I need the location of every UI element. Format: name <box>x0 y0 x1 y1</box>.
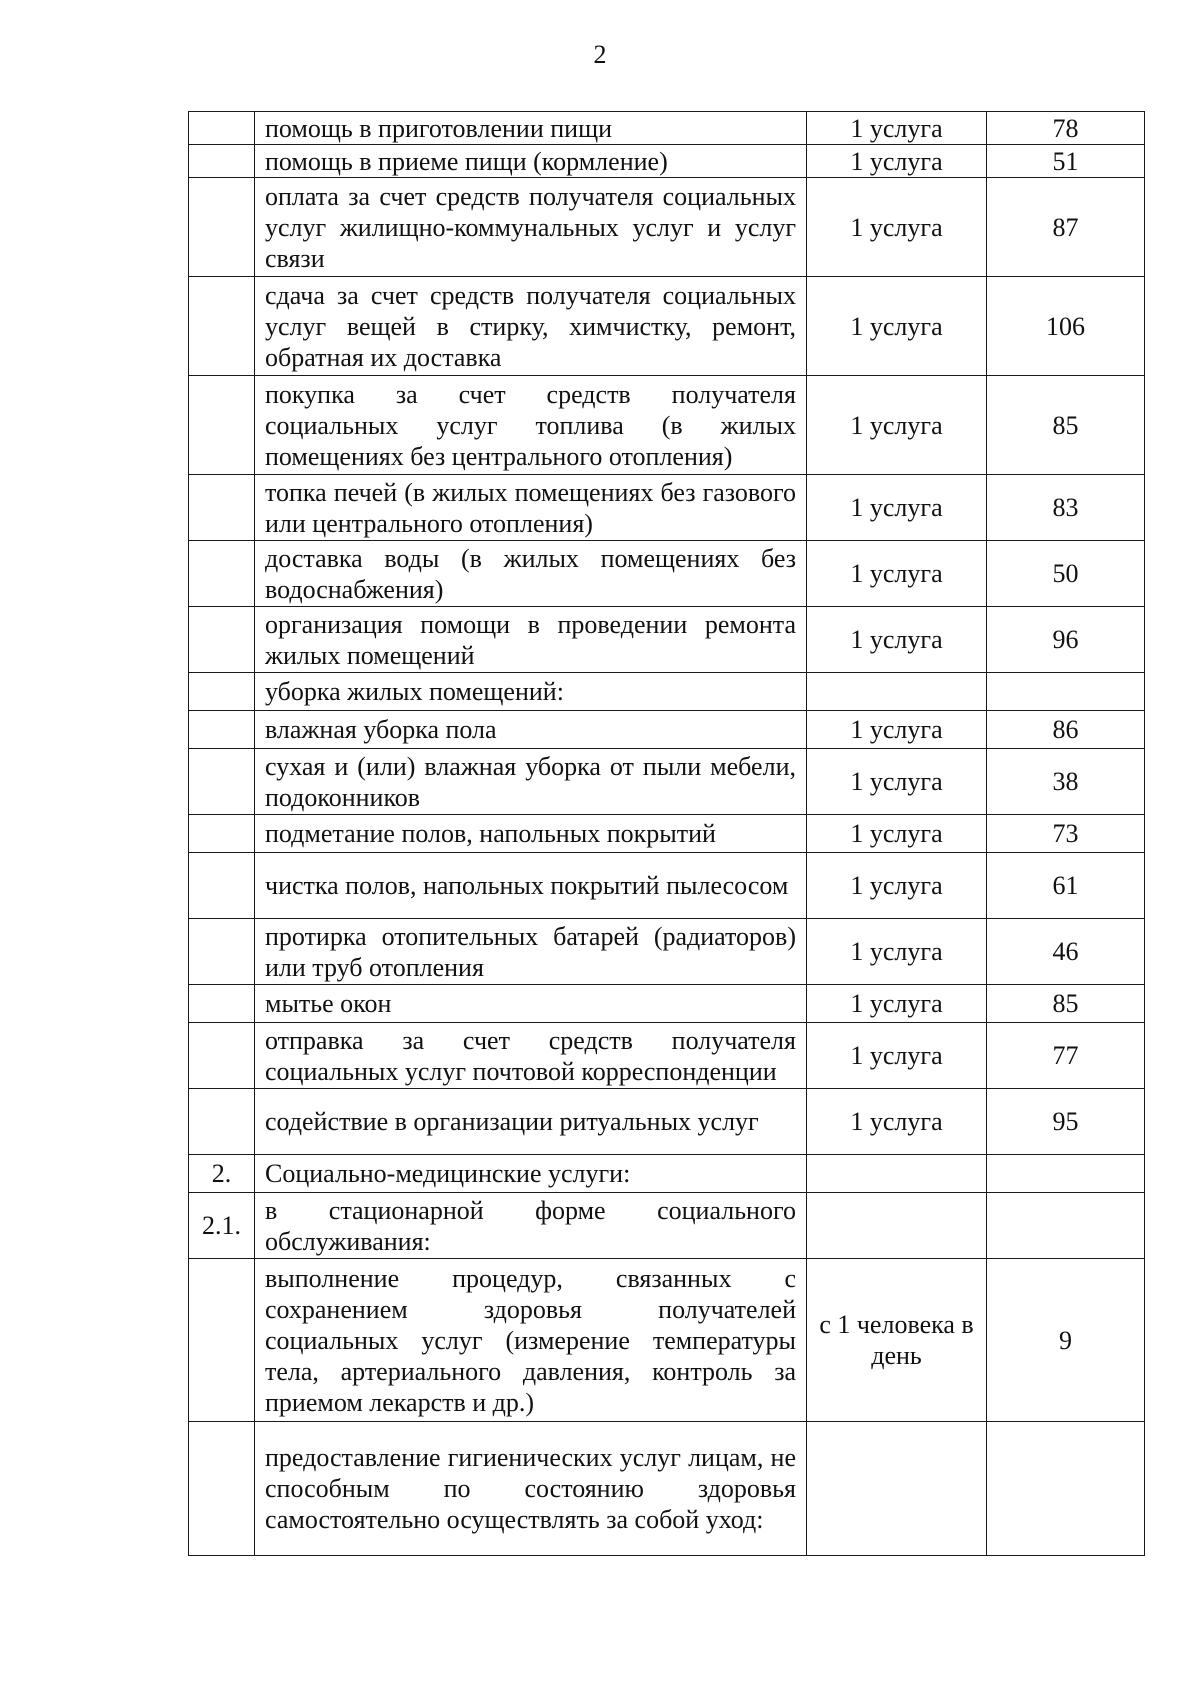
tariff-table <box>188 111 1145 1556</box>
rate-cell: 73 <box>987 815 1145 853</box>
unit-cell: 1 услуга <box>807 711 987 749</box>
row-number-cell <box>189 112 255 145</box>
row-number-cell <box>189 985 255 1023</box>
unit-cell: 1 услуга <box>807 815 987 853</box>
row-number-cell: 2.1. <box>189 1193 255 1259</box>
row-number-cell <box>189 1089 255 1155</box>
service-name-cell: доставка воды (в жилых помещениях без водоснабжения) <box>255 541 807 607</box>
row-number-cell <box>189 853 255 919</box>
row-number-cell <box>189 1422 255 1556</box>
unit-cell: 1 услуга <box>807 112 987 145</box>
rate-cell: 51 <box>987 145 1145 178</box>
table-row <box>189 1193 1145 1259</box>
table-row <box>189 711 1145 749</box>
table-row <box>189 1422 1145 1556</box>
rate-cell: 85 <box>987 376 1145 475</box>
table-row <box>189 673 1145 711</box>
rate-cell: 83 <box>987 475 1145 541</box>
table-row <box>189 475 1145 541</box>
table-row <box>189 541 1145 607</box>
table-row <box>189 1259 1145 1422</box>
rate-cell <box>987 1422 1145 1556</box>
row-number-cell <box>189 673 255 711</box>
unit-cell <box>807 1422 987 1556</box>
page-number: 2 <box>593 40 607 69</box>
rate-cell: 38 <box>987 749 1145 815</box>
rate-cell: 96 <box>987 607 1145 673</box>
service-name-cell: влажная уборка пола <box>255 711 807 749</box>
unit-cell: 1 услуга <box>807 607 987 673</box>
row-number-cell <box>189 1259 255 1422</box>
service-name-cell: содействие в организации ритуальных услуг <box>255 1089 807 1155</box>
unit-cell <box>807 1193 987 1259</box>
table-row <box>189 376 1145 475</box>
table-row <box>189 277 1145 376</box>
unit-cell: 1 услуга <box>807 376 987 475</box>
table-row <box>189 1155 1145 1193</box>
row-number-cell <box>189 749 255 815</box>
unit-cell: 1 услуга <box>807 178 987 277</box>
unit-cell: 1 услуга <box>807 853 987 919</box>
unit-cell <box>807 673 987 711</box>
rate-cell: 9 <box>987 1259 1145 1422</box>
service-name-cell: чистка полов, напольных покрытий пылесосом <box>255 853 807 919</box>
service-name-cell: Социально-медицинские услуги: <box>255 1155 807 1193</box>
rate-cell <box>987 673 1145 711</box>
row-number-cell <box>189 178 255 277</box>
unit-cell: 1 услуга <box>807 919 987 985</box>
rate-cell <box>987 1193 1145 1259</box>
service-name-cell: помощь в приеме пищи (кормление) <box>255 145 807 178</box>
table-row <box>189 815 1145 853</box>
row-number-cell <box>189 815 255 853</box>
unit-cell: 1 услуга <box>807 985 987 1023</box>
table-row <box>189 112 1145 145</box>
table-row <box>189 853 1145 919</box>
unit-cell: 1 услуга <box>807 145 987 178</box>
unit-cell: 1 услуга <box>807 1023 987 1089</box>
service-name-cell: топка печей (в жилых помещениях без газового или центрального отопления) <box>255 475 807 541</box>
service-name-cell: сухая и (или) влажная уборка от пыли мебели, подоконников <box>255 749 807 815</box>
rate-cell: 46 <box>987 919 1145 985</box>
service-name-cell: организация помощи в проведении ремонта жилых помещений <box>255 607 807 673</box>
unit-cell: 1 услуга <box>807 541 987 607</box>
rate-cell: 77 <box>987 1023 1145 1089</box>
row-number-cell <box>189 711 255 749</box>
tariff-table-body <box>189 112 1145 1556</box>
service-name-cell: подметание полов, напольных покрытий <box>255 815 807 853</box>
service-name-cell: протирка отопительных батарей (радиаторов) или труб отопления <box>255 919 807 985</box>
service-name-cell: мытье окон <box>255 985 807 1023</box>
unit-cell: 1 услуга <box>807 1089 987 1155</box>
service-name-cell: уборка жилых помещений: <box>255 673 807 711</box>
row-number-cell <box>189 607 255 673</box>
table-row <box>189 1089 1145 1155</box>
rate-cell: 85 <box>987 985 1145 1023</box>
service-name-cell: оплата за счет средств получателя социальных услуг жилищно-коммунальных услуг и услуг связи <box>255 178 807 277</box>
table-row <box>189 749 1145 815</box>
service-name-cell: помощь в приготовлении пищи <box>255 112 807 145</box>
rate-cell: 87 <box>987 178 1145 277</box>
rate-cell: 106 <box>987 277 1145 376</box>
unit-cell: 1 услуга <box>807 277 987 376</box>
service-name-cell: в стационарной форме социального обслуживания: <box>255 1193 807 1259</box>
service-name-cell: покупка за счет средств получателя социальных услуг топлива (в жилых помещениях без центрального отопления) <box>255 376 807 475</box>
unit-cell: 1 услуга <box>807 475 987 541</box>
table-row <box>189 985 1145 1023</box>
row-number-cell <box>189 541 255 607</box>
rate-cell: 86 <box>987 711 1145 749</box>
unit-cell: с 1 человека в день <box>807 1259 987 1422</box>
unit-cell: 1 услуга <box>807 749 987 815</box>
table-row <box>189 178 1145 277</box>
row-number-cell <box>189 919 255 985</box>
rate-cell: 61 <box>987 853 1145 919</box>
row-number-cell <box>189 376 255 475</box>
table-row <box>189 919 1145 985</box>
row-number-cell <box>189 277 255 376</box>
rate-cell: 50 <box>987 541 1145 607</box>
row-number-cell <box>189 1023 255 1089</box>
table-row <box>189 1023 1145 1089</box>
row-number-cell <box>189 475 255 541</box>
rate-cell <box>987 1155 1145 1193</box>
table-row <box>189 145 1145 178</box>
row-number-cell <box>189 145 255 178</box>
service-name-cell: выполнение процедур, связанных с сохранением здоровья получателей социальных услуг (измерение температуры тела, артериального давления, контроль за приемом лекарств и др.) <box>255 1259 807 1422</box>
row-number-cell: 2. <box>189 1155 255 1193</box>
service-name-cell: сдача за счет средств получателя социальных услуг вещей в стирку, химчистку, ремонт, обратная их доставка <box>255 277 807 376</box>
service-name-cell: предоставление гигиенических услуг лицам, не способным по состоянию здоровья самостоятельно осуществлять за собой уход: <box>255 1422 807 1556</box>
unit-cell <box>807 1155 987 1193</box>
rate-cell: 95 <box>987 1089 1145 1155</box>
rate-cell: 78 <box>987 112 1145 145</box>
service-name-cell: отправка за счет средств получателя социальных услуг почтовой корреспонденции <box>255 1023 807 1089</box>
table-row <box>189 607 1145 673</box>
